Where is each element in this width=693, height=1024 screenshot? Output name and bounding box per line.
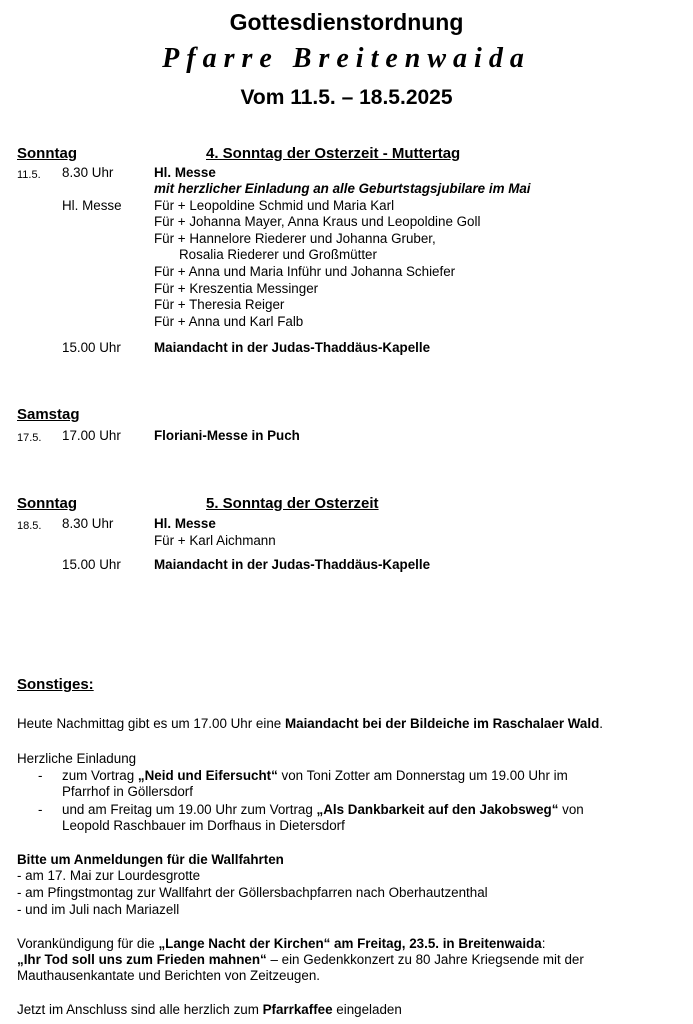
text-run: – ein Gedenkkonzert zu 80 Jahre Kriegsende mit der xyxy=(266,952,584,967)
text-run: von xyxy=(558,802,584,817)
concert-title: „Ihr Tod soll uns zum Frieden mahnen“ xyxy=(17,952,267,967)
intention-line: Rosalia Riederer und Großmütter xyxy=(179,247,377,262)
mass-label: Hl. Messe xyxy=(62,198,122,213)
bullet-item-continuation: Pfarrhof in Göllersdorf xyxy=(62,784,193,799)
parish-name: Pfarre Breitenwaida xyxy=(162,43,531,74)
text-run: eingeladen xyxy=(332,1002,402,1017)
invitation-intro: Herzliche Einladung xyxy=(17,751,137,766)
event-title: Hl. Messe xyxy=(154,165,216,180)
time-label: 8.30 Uhr xyxy=(62,516,114,531)
text-run: : xyxy=(541,936,546,951)
text-run: Heute Nachmittag gibt es um 17.00 Uhr eine xyxy=(17,716,285,731)
bullet-item xyxy=(62,768,568,784)
event-title: Floriani-Messe in Puch xyxy=(154,428,300,443)
intention-line: Für + Anna und Maria Inführ und Johanna Schiefer xyxy=(154,264,456,279)
time-label: 15.00 Uhr xyxy=(62,557,121,572)
intention-line: Für + Hannelore Riederer und Johanna Gruber, xyxy=(154,231,436,246)
lecture-title: „Als Dankbarkeit auf den Jakobsweg“ xyxy=(316,802,559,817)
intention-line: Für + Kreszentia Messinger xyxy=(154,281,319,296)
text-run: von Toni Zotter am Donnerstag um 19.00 Uhr im xyxy=(277,768,568,783)
announcement-paragraph xyxy=(17,716,603,732)
weekday-heading: Sonntag xyxy=(17,495,77,512)
event-title: Maiandacht in der Judas-Thaddäus-Kapelle xyxy=(154,557,431,572)
date-label: 18.5. xyxy=(17,520,42,532)
time-label: 15.00 Uhr xyxy=(62,340,121,355)
intention-line: Für + Theresia Reiger xyxy=(154,297,285,312)
date-label: 17.5. xyxy=(17,432,42,444)
highlight-text: Maiandacht bei der Bildeiche im Raschalaer Wald xyxy=(284,716,600,731)
date-label: 11.5. xyxy=(17,169,41,181)
concert-line-continuation: Mauthausenkantate und Berichten von Zeitzeugen. xyxy=(17,968,320,983)
closing-line xyxy=(17,1002,402,1018)
event-highlight: „Lange Nacht der Kirchen“ am Freitag, 23.5. in Breitenwaida xyxy=(158,936,542,951)
text-run: Vorankündigung für die xyxy=(17,936,159,951)
time-label: 17.00 Uhr xyxy=(62,428,121,443)
intention-line: Für + Karl Aichmann xyxy=(154,533,276,548)
event-title: Maiandacht in der Judas-Thaddäus-Kapelle xyxy=(154,340,431,355)
text-run: . xyxy=(599,716,603,731)
invitation-note: mit herzlicher Einladung an alle Geburtstagsjubilare im Mai xyxy=(154,181,531,196)
bullet-dash: - xyxy=(38,802,43,817)
text-run: zum Vortrag xyxy=(62,768,138,783)
bullet-item-continuation: Leopold Raschbauer im Dorfhaus in Dietersdorf xyxy=(62,818,345,833)
text-run: und am Freitag um 19.00 Uhr zum Vortrag xyxy=(62,802,317,817)
date-range: Vom 11.5. – 18.5.2025 xyxy=(240,86,453,109)
liturgical-day-heading: 5. Sonntag der Osterzeit xyxy=(206,495,379,512)
registration-item: - am Pfingstmontag zur Wallfahrt der Göllersbachpfarren nach Oberhautzenthal xyxy=(17,885,488,900)
event-title: Hl. Messe xyxy=(154,516,216,531)
intention-line: Für + Johanna Mayer, Anna Kraus und Leopoldine Goll xyxy=(154,214,481,229)
registration-item: - am 17. Mai zur Lourdesgrotte xyxy=(17,868,201,883)
weekday-heading: Samstag xyxy=(17,406,80,423)
bullet-item xyxy=(62,802,584,818)
weekday-heading: Sonntag xyxy=(17,145,77,162)
bullet-dash: - xyxy=(38,768,43,783)
intention-line: Für + Leopoldine Schmid und Maria Karl xyxy=(154,198,395,213)
intention-line: Für + Anna und Karl Falb xyxy=(154,314,304,329)
lecture-title: „Neid und Eifersucht“ xyxy=(137,768,278,783)
text-run: Jetzt im Anschluss sind alle herzlich zum xyxy=(17,1002,263,1017)
registration-heading: Bitte um Anmeldungen für die Wallfahrten xyxy=(17,852,284,867)
registration-item: - und im Juli nach Mariazell xyxy=(17,902,180,917)
liturgical-day-heading: 4. Sonntag der Osterzeit - Muttertag xyxy=(206,145,461,162)
time-label: 8.30 Uhr xyxy=(62,165,114,180)
preview-announcement xyxy=(17,936,545,952)
document-title: Gottesdienstordnung xyxy=(229,9,464,35)
misc-heading: Sonstiges: xyxy=(17,676,94,693)
coffee-highlight: Pfarrkaffee xyxy=(262,1002,333,1017)
concert-line xyxy=(17,952,584,968)
